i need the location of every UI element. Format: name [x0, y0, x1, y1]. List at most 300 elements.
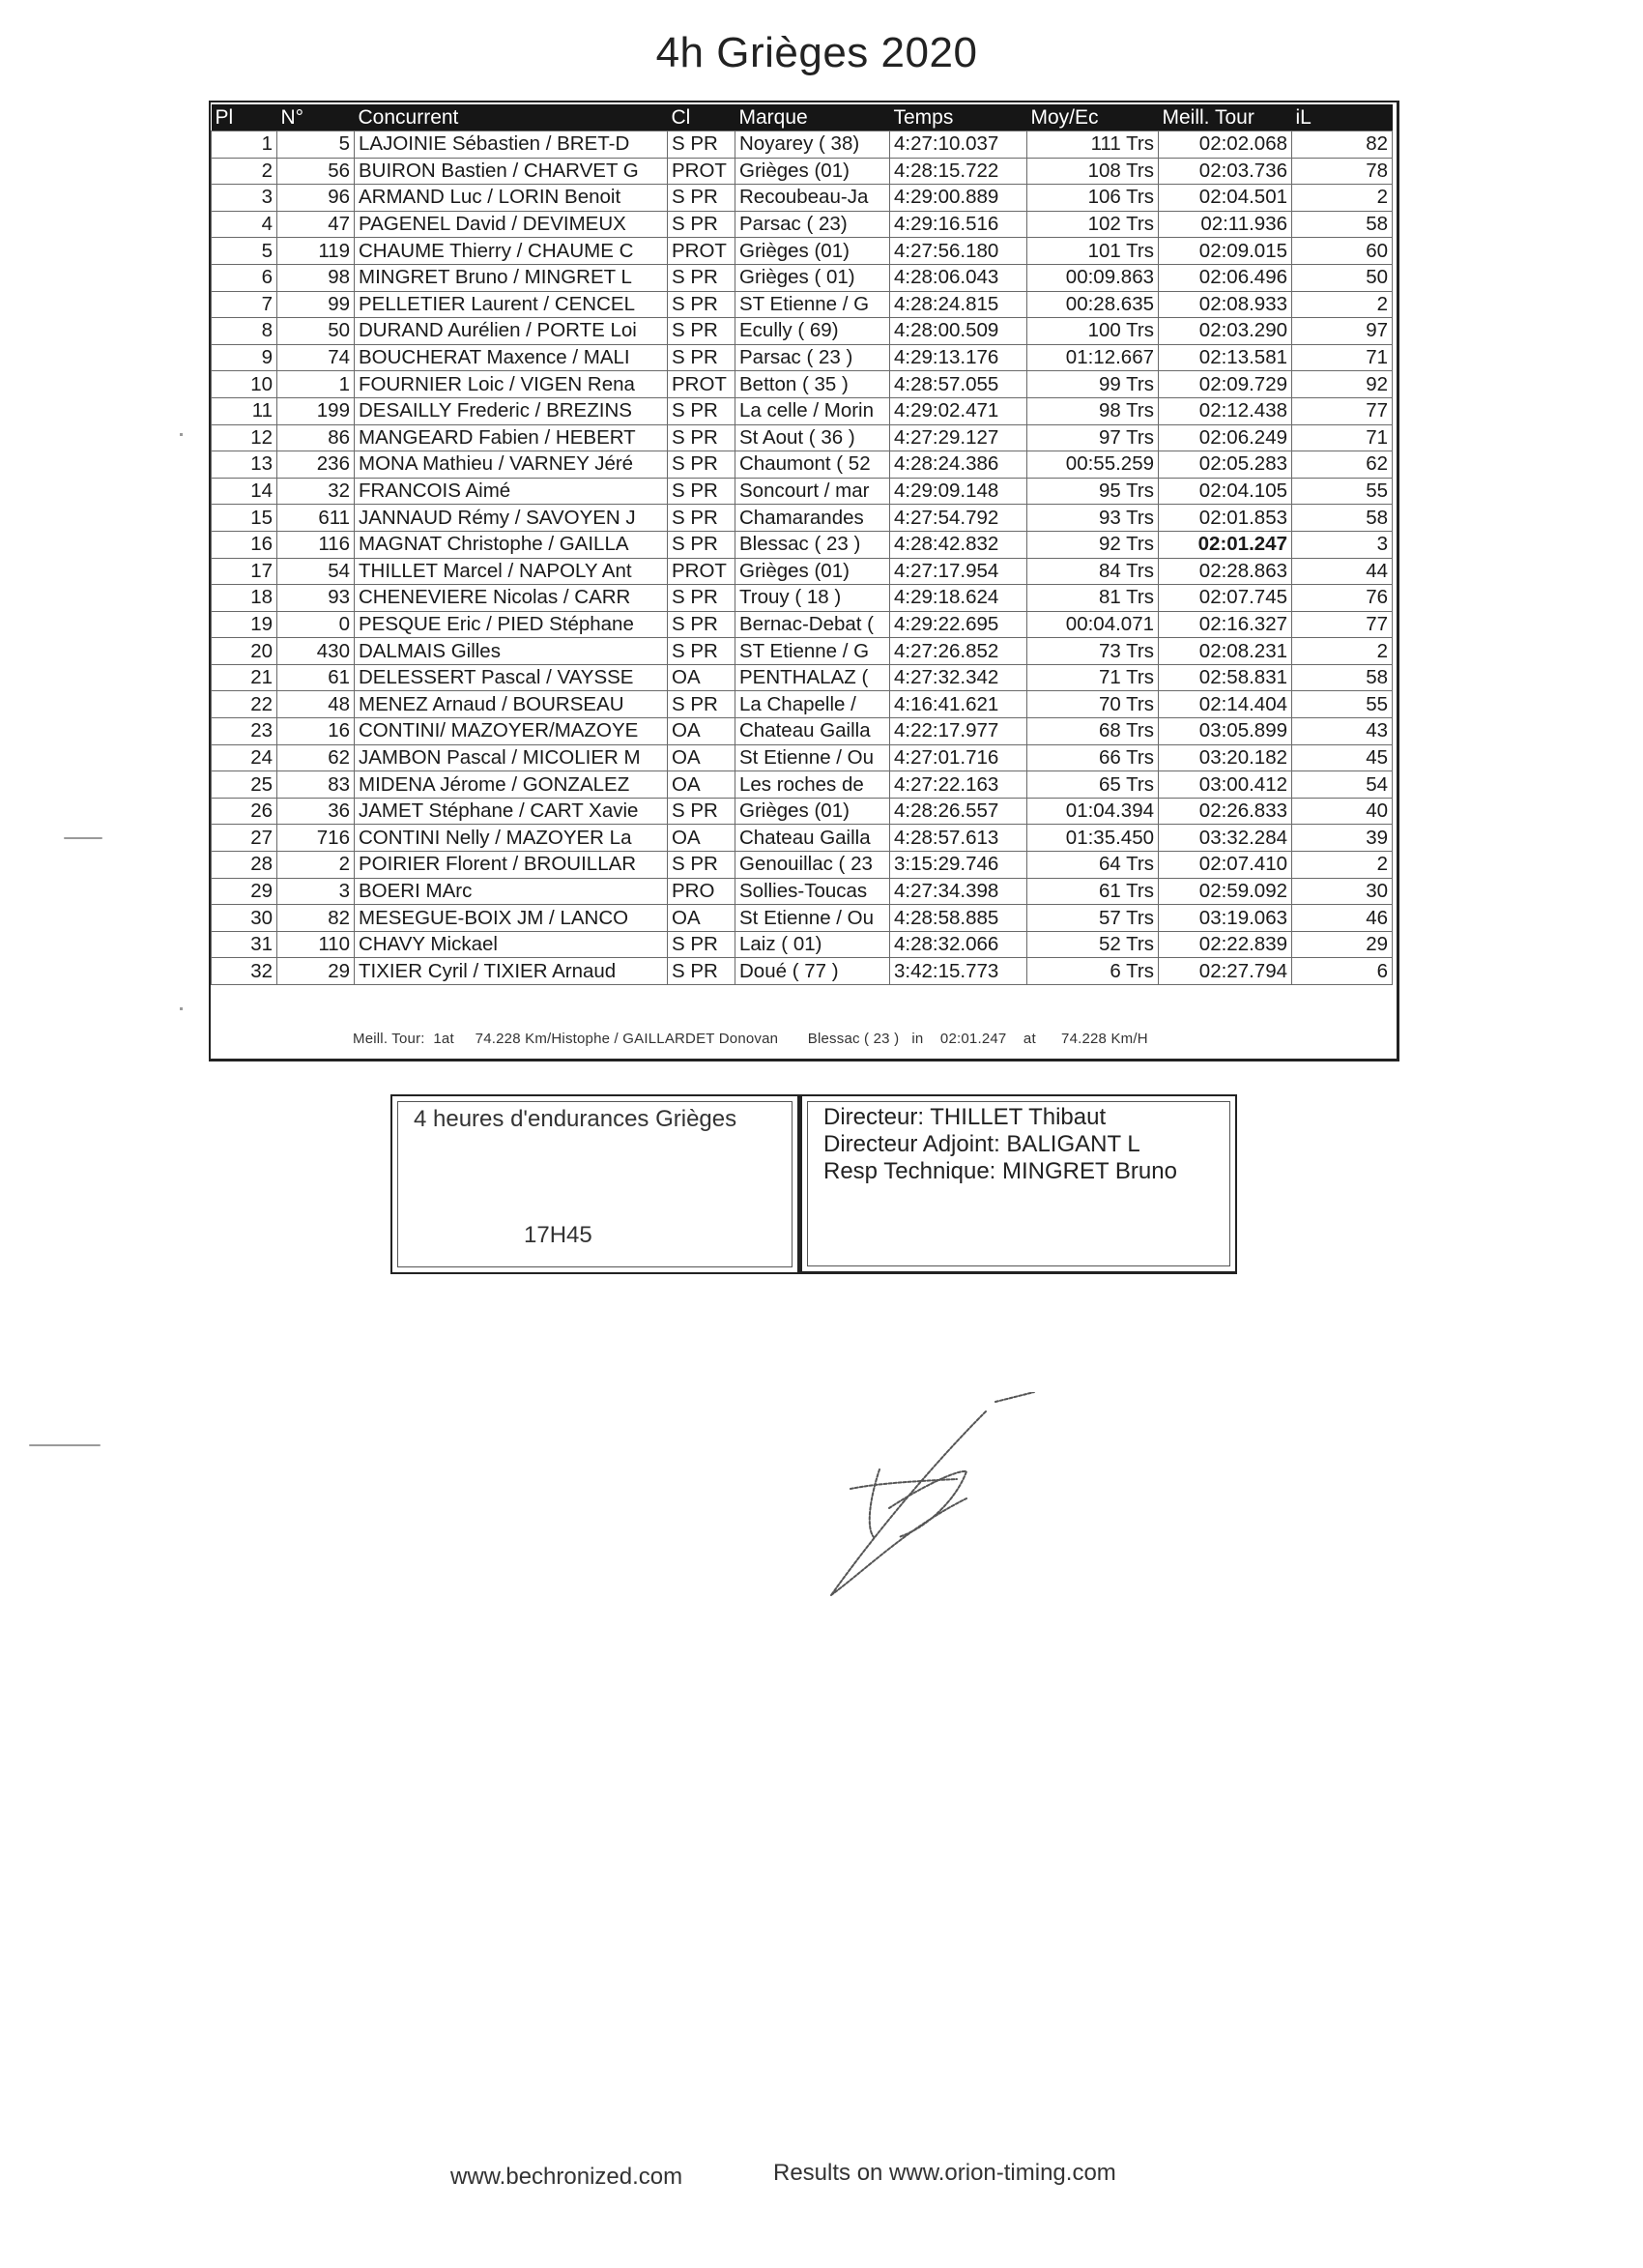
col-pl-cell: 5 — [212, 238, 277, 265]
table-row — [212, 211, 1393, 238]
table-row — [212, 505, 1393, 532]
event-time: 17H45 — [524, 1222, 592, 1248]
header-col-best-lap: Meill. Tour — [1159, 104, 1292, 131]
col-marque-cell: St Etienne / Ou — [735, 744, 890, 771]
table-row — [212, 318, 1393, 345]
col-class-cell: S PR — [668, 451, 735, 479]
col-best-lap-cell: 02:11.936 — [1159, 211, 1292, 238]
table-row — [212, 344, 1393, 371]
col-number-cell: 29 — [277, 958, 355, 985]
col-class-cell: PROT — [668, 371, 735, 398]
col-pl-cell: 26 — [212, 798, 277, 825]
col-average-cell: 64 Trs — [1027, 852, 1159, 879]
col-number-cell: 82 — [277, 905, 355, 932]
col-average-cell: 93 Trs — [1027, 505, 1159, 532]
col-pl-cell: 13 — [212, 451, 277, 479]
col-average-cell: 52 Trs — [1027, 931, 1159, 958]
col-time-cell: 4:28:24.386 — [890, 451, 1027, 479]
col-best-lap-cell: 02:05.283 — [1159, 451, 1292, 479]
orion-timing-link[interactable]: Results on www.orion-timing.com — [773, 2160, 1116, 2186]
col-average-cell: 00:28.635 — [1027, 291, 1159, 318]
col-competitor-cell: MENEZ Arnaud / BOURSEAU — [355, 691, 668, 718]
col-best-lap-cell: 02:22.839 — [1159, 931, 1292, 958]
col-class-cell: S PR — [668, 958, 735, 985]
col-number-cell: 36 — [277, 798, 355, 825]
col-laps-cell: 45 — [1292, 744, 1393, 771]
col-time-cell: 4:29:18.624 — [890, 585, 1027, 612]
table-row — [212, 931, 1393, 958]
col-marque-cell: Grièges (01) — [735, 158, 890, 185]
col-time-cell: 4:28:24.815 — [890, 291, 1027, 318]
col-average-cell: 101 Trs — [1027, 238, 1159, 265]
col-time-cell: 4:22:17.977 — [890, 718, 1027, 745]
col-number-cell: 236 — [277, 451, 355, 479]
col-best-lap-cell: 02:07.745 — [1159, 585, 1292, 612]
col-pl-cell: 32 — [212, 958, 277, 985]
col-number-cell: 2 — [277, 852, 355, 879]
table-row — [212, 611, 1393, 638]
col-pl-cell: 20 — [212, 638, 277, 665]
table-header-row — [212, 104, 1393, 131]
col-number-cell: 3 — [277, 878, 355, 905]
col-marque-cell: Chaumont ( 52 — [735, 451, 890, 479]
header-col-competitor: Concurrent — [355, 104, 668, 131]
col-laps-cell: 44 — [1292, 558, 1393, 585]
col-class-cell: S PR — [668, 131, 735, 159]
col-best-lap-cell: 02:16.327 — [1159, 611, 1292, 638]
col-number-cell: 50 — [277, 318, 355, 345]
col-laps-cell: 77 — [1292, 611, 1393, 638]
col-competitor-cell: CHAUME Thierry / CHAUME C — [355, 238, 668, 265]
col-average-cell: 100 Trs — [1027, 318, 1159, 345]
table-row — [212, 371, 1393, 398]
col-class-cell: OA — [668, 771, 735, 799]
col-laps-cell: 58 — [1292, 211, 1393, 238]
col-competitor-cell: DALMAIS Gilles — [355, 638, 668, 665]
col-marque-cell: St Aout ( 36 ) — [735, 424, 890, 451]
col-average-cell: 6 Trs — [1027, 958, 1159, 985]
col-marque-cell: Chateau Gailla — [735, 718, 890, 745]
col-laps-cell: 71 — [1292, 344, 1393, 371]
col-laps-cell: 76 — [1292, 585, 1393, 612]
scan-mark — [64, 837, 102, 839]
table-row — [212, 238, 1393, 265]
col-marque-cell: Grièges ( 01) — [735, 264, 890, 291]
bechronized-link[interactable]: www.bechronized.com — [450, 2164, 683, 2190]
col-best-lap-cell: 03:19.063 — [1159, 905, 1292, 932]
col-best-lap-cell: 03:20.182 — [1159, 744, 1292, 771]
table-row — [212, 291, 1393, 318]
col-competitor-cell: DESAILLY Frederic / BREZINS — [355, 397, 668, 424]
col-best-lap-cell: 02:12.438 — [1159, 397, 1292, 424]
col-time-cell: 4:29:22.695 — [890, 611, 1027, 638]
table-row — [212, 744, 1393, 771]
col-average-cell: 00:09.863 — [1027, 264, 1159, 291]
col-laps-cell: 2 — [1292, 291, 1393, 318]
col-class-cell: S PR — [668, 505, 735, 532]
table-row — [212, 397, 1393, 424]
col-class-cell: S PR — [668, 291, 735, 318]
col-competitor-cell: BUIRON Bastien / CHARVET G — [355, 158, 668, 185]
col-average-cell: 66 Trs — [1027, 744, 1159, 771]
col-marque-cell: Sollies-Toucas — [735, 878, 890, 905]
col-best-lap-cell: 02:59.092 — [1159, 878, 1292, 905]
col-marque-cell: ST Etienne / G — [735, 291, 890, 318]
race-director: Directeur: THILLET Thibaut — [823, 1104, 1107, 1130]
header-col-laps: iL — [1292, 104, 1393, 131]
table-row — [212, 585, 1393, 612]
col-number-cell: 716 — [277, 825, 355, 852]
col-average-cell: 111 Trs — [1027, 131, 1159, 159]
col-pl-cell: 22 — [212, 691, 277, 718]
header-col-number: N° — [277, 104, 355, 131]
col-pl-cell: 24 — [212, 744, 277, 771]
col-pl-cell: 16 — [212, 531, 277, 558]
col-pl-cell: 8 — [212, 318, 277, 345]
header-col-class: Cl — [668, 104, 735, 131]
col-time-cell: 4:28:57.613 — [890, 825, 1027, 852]
col-average-cell: 95 Trs — [1027, 478, 1159, 505]
header-col-marque: Marque — [735, 104, 890, 131]
col-number-cell: 0 — [277, 611, 355, 638]
col-laps-cell: 58 — [1292, 505, 1393, 532]
col-marque-cell: Les roches de — [735, 771, 890, 799]
col-time-cell: 4:27:56.180 — [890, 238, 1027, 265]
col-best-lap-cell: 02:02.068 — [1159, 131, 1292, 159]
col-time-cell: 3:42:15.773 — [890, 958, 1027, 985]
col-number-cell: 47 — [277, 211, 355, 238]
col-class-cell: OA — [668, 825, 735, 852]
col-pl-cell: 28 — [212, 852, 277, 879]
col-pl-cell: 4 — [212, 211, 277, 238]
col-class-cell: S PR — [668, 798, 735, 825]
col-marque-cell: Betton ( 35 ) — [735, 371, 890, 398]
col-best-lap-cell: 02:03.736 — [1159, 158, 1292, 185]
col-number-cell: 116 — [277, 531, 355, 558]
col-time-cell: 4:29:16.516 — [890, 211, 1027, 238]
col-marque-cell: La Chapelle / — [735, 691, 890, 718]
col-time-cell: 4:28:32.066 — [890, 931, 1027, 958]
col-marque-cell: Genouillac ( 23 — [735, 852, 890, 879]
col-marque-cell: Recoubeau-Ja — [735, 185, 890, 212]
col-number-cell: 56 — [277, 158, 355, 185]
col-competitor-cell: MESEGUE-BOIX JM / LANCO — [355, 905, 668, 932]
col-competitor-cell: PESQUE Eric / PIED Stéphane — [355, 611, 668, 638]
col-competitor-cell: CONTINI/ MAZOYER/MAZOYE — [355, 718, 668, 745]
col-competitor-cell: BOUCHERAT Maxence / MALI — [355, 344, 668, 371]
col-number-cell: 86 — [277, 424, 355, 451]
best-lap-summary: Meill. Tour: 1at 74.228 Km/Histophe / GAILLARDET Donovan Blessac ( 23 ) in 02:01.247 at 74.228 Km/H — [353, 1031, 1148, 1047]
col-competitor-cell: CONTINI Nelly / MAZOYER La — [355, 825, 668, 852]
col-laps-cell: 55 — [1292, 691, 1393, 718]
col-best-lap-cell: 02:03.290 — [1159, 318, 1292, 345]
table-row — [212, 131, 1393, 159]
col-average-cell: 01:12.667 — [1027, 344, 1159, 371]
table-row — [212, 478, 1393, 505]
col-time-cell: 4:27:54.792 — [890, 505, 1027, 532]
col-class-cell: S PR — [668, 318, 735, 345]
col-laps-cell: 60 — [1292, 238, 1393, 265]
col-class-cell: S PR — [668, 691, 735, 718]
results-table — [211, 104, 1393, 985]
col-class-cell: S PR — [668, 931, 735, 958]
col-marque-cell: Bernac-Debat ( — [735, 611, 890, 638]
col-number-cell: 61 — [277, 664, 355, 691]
col-pl-cell: 18 — [212, 585, 277, 612]
col-time-cell: 4:27:34.398 — [890, 878, 1027, 905]
col-class-cell: OA — [668, 744, 735, 771]
table-row — [212, 185, 1393, 212]
col-number-cell: 32 — [277, 478, 355, 505]
col-class-cell: PROT — [668, 558, 735, 585]
col-class-cell: OA — [668, 664, 735, 691]
col-time-cell: 4:28:00.509 — [890, 318, 1027, 345]
col-time-cell: 4:28:26.557 — [890, 798, 1027, 825]
col-marque-cell: St Etienne / Ou — [735, 905, 890, 932]
page-title: 4h Grièges 2020 — [655, 29, 978, 76]
col-class-cell: S PR — [668, 211, 735, 238]
col-pl-cell: 7 — [212, 291, 277, 318]
col-laps-cell: 2 — [1292, 185, 1393, 212]
col-marque-cell: Noyarey ( 38) — [735, 131, 890, 159]
col-average-cell: 81 Trs — [1027, 585, 1159, 612]
col-average-cell: 73 Trs — [1027, 638, 1159, 665]
col-average-cell: 71 Trs — [1027, 664, 1159, 691]
col-marque-cell: PENTHALAZ ( — [735, 664, 890, 691]
col-average-cell: 102 Trs — [1027, 211, 1159, 238]
col-best-lap-cell: 02:28.863 — [1159, 558, 1292, 585]
col-best-lap-cell: 02:08.933 — [1159, 291, 1292, 318]
col-best-lap-cell: 02:07.410 — [1159, 852, 1292, 879]
col-best-lap-cell: 02:08.231 — [1159, 638, 1292, 665]
col-best-lap-cell: 03:05.899 — [1159, 718, 1292, 745]
col-class-cell: OA — [668, 905, 735, 932]
col-best-lap-cell: 02:04.501 — [1159, 185, 1292, 212]
col-best-lap-cell: 02:58.831 — [1159, 664, 1292, 691]
col-best-lap-cell: 02:01.853 — [1159, 505, 1292, 532]
col-time-cell: 4:27:26.852 — [890, 638, 1027, 665]
col-best-lap-cell: 03:00.412 — [1159, 771, 1292, 799]
col-average-cell: 92 Trs — [1027, 531, 1159, 558]
col-competitor-cell: THILLET Marcel / NAPOLY Ant — [355, 558, 668, 585]
col-class-cell: OA — [668, 718, 735, 745]
col-competitor-cell: CHAVY Mickael — [355, 931, 668, 958]
col-time-cell: 4:27:17.954 — [890, 558, 1027, 585]
col-competitor-cell: MONA Mathieu / VARNEY Jéré — [355, 451, 668, 479]
col-class-cell: S PR — [668, 185, 735, 212]
table-row — [212, 878, 1393, 905]
col-best-lap-cell: 02:09.015 — [1159, 238, 1292, 265]
col-average-cell: 98 Trs — [1027, 397, 1159, 424]
col-time-cell: 4:28:57.055 — [890, 371, 1027, 398]
col-average-cell: 65 Trs — [1027, 771, 1159, 799]
col-marque-cell: Trouy ( 18 ) — [735, 585, 890, 612]
col-marque-cell: Chateau Gailla — [735, 825, 890, 852]
col-competitor-cell: JAMBON Pascal / MICOLIER M — [355, 744, 668, 771]
col-pl-cell: 10 — [212, 371, 277, 398]
col-laps-cell: 6 — [1292, 958, 1393, 985]
col-time-cell: 4:16:41.621 — [890, 691, 1027, 718]
col-laps-cell: 46 — [1292, 905, 1393, 932]
col-number-cell: 110 — [277, 931, 355, 958]
col-time-cell: 4:27:22.163 — [890, 771, 1027, 799]
col-number-cell: 98 — [277, 264, 355, 291]
table-row — [212, 905, 1393, 932]
col-marque-cell: Grièges (01) — [735, 238, 890, 265]
col-marque-cell: Parsac ( 23) — [735, 211, 890, 238]
col-class-cell: S PR — [668, 478, 735, 505]
header-col-average: Moy/Ec — [1027, 104, 1159, 131]
scan-speck — [180, 433, 183, 436]
col-best-lap-cell: 02:09.729 — [1159, 371, 1292, 398]
table-row — [212, 264, 1393, 291]
col-pl-cell: 11 — [212, 397, 277, 424]
scan-speck — [180, 1007, 183, 1010]
col-laps-cell: 82 — [1292, 131, 1393, 159]
results-body — [212, 131, 1393, 985]
col-pl-cell: 29 — [212, 878, 277, 905]
col-competitor-cell: DELESSERT Pascal / VAYSSE — [355, 664, 668, 691]
col-competitor-cell: MANGEARD Fabien / HEBERT — [355, 424, 668, 451]
col-class-cell: S PR — [668, 852, 735, 879]
col-number-cell: 93 — [277, 585, 355, 612]
col-competitor-cell: MIDENA Jérome / GONZALEZ — [355, 771, 668, 799]
col-number-cell: 1 — [277, 371, 355, 398]
col-number-cell: 199 — [277, 397, 355, 424]
col-class-cell: PROT — [668, 158, 735, 185]
col-laps-cell: 55 — [1292, 478, 1393, 505]
col-best-lap-cell: 02:01.247 — [1159, 531, 1292, 558]
col-time-cell: 4:28:58.885 — [890, 905, 1027, 932]
col-class-cell: S PR — [668, 585, 735, 612]
col-competitor-cell: TIXIER Cyril / TIXIER Arnaud — [355, 958, 668, 985]
col-best-lap-cell: 02:13.581 — [1159, 344, 1292, 371]
col-marque-cell: Grièges (01) — [735, 798, 890, 825]
col-competitor-cell: POIRIER Florent / BROUILLAR — [355, 852, 668, 879]
technical-manager: Resp Technique: MINGRET Bruno — [823, 1158, 1177, 1184]
col-marque-cell: Laiz ( 01) — [735, 931, 890, 958]
col-number-cell: 430 — [277, 638, 355, 665]
event-info-inner — [397, 1101, 793, 1267]
col-pl-cell: 19 — [212, 611, 277, 638]
col-pl-cell: 14 — [212, 478, 277, 505]
table-row — [212, 664, 1393, 691]
col-average-cell: 01:04.394 — [1027, 798, 1159, 825]
col-laps-cell: 3 — [1292, 531, 1393, 558]
col-laps-cell: 50 — [1292, 264, 1393, 291]
col-class-cell: PROT — [668, 238, 735, 265]
col-number-cell: 54 — [277, 558, 355, 585]
col-number-cell: 74 — [277, 344, 355, 371]
col-average-cell: 01:35.450 — [1027, 825, 1159, 852]
col-marque-cell: Chamarandes — [735, 505, 890, 532]
table-row — [212, 691, 1393, 718]
col-average-cell: 68 Trs — [1027, 718, 1159, 745]
col-pl-cell: 9 — [212, 344, 277, 371]
col-class-cell: S PR — [668, 397, 735, 424]
col-competitor-cell: CHENEVIERE Nicolas / CARR — [355, 585, 668, 612]
table-row — [212, 558, 1393, 585]
col-laps-cell: 92 — [1292, 371, 1393, 398]
col-pl-cell: 21 — [212, 664, 277, 691]
event-info-box — [390, 1094, 800, 1274]
col-number-cell: 62 — [277, 744, 355, 771]
col-laps-cell: 39 — [1292, 825, 1393, 852]
col-pl-cell: 27 — [212, 825, 277, 852]
col-pl-cell: 3 — [212, 185, 277, 212]
col-marque-cell: Soncourt / mar — [735, 478, 890, 505]
col-time-cell: 4:29:09.148 — [890, 478, 1027, 505]
col-time-cell: 4:28:42.832 — [890, 531, 1027, 558]
col-marque-cell: ST Etienne / G — [735, 638, 890, 665]
col-competitor-cell: LAJOINIE Sébastien / BRET-D — [355, 131, 668, 159]
col-pl-cell: 12 — [212, 424, 277, 451]
col-marque-cell: Ecully ( 69) — [735, 318, 890, 345]
col-number-cell: 16 — [277, 718, 355, 745]
col-pl-cell: 1 — [212, 131, 277, 159]
table-row — [212, 424, 1393, 451]
header-col-pl: Pl — [212, 104, 277, 131]
col-class-cell: S PR — [668, 611, 735, 638]
col-competitor-cell: PAGENEL David / DEVIMEUX — [355, 211, 668, 238]
col-average-cell: 70 Trs — [1027, 691, 1159, 718]
col-class-cell: S PR — [668, 264, 735, 291]
col-laps-cell: 77 — [1292, 397, 1393, 424]
col-best-lap-cell: 02:26.833 — [1159, 798, 1292, 825]
deputy-director: Directeur Adjoint: BALIGANT L — [823, 1131, 1140, 1157]
table-row — [212, 958, 1393, 985]
header-col-time: Temps — [890, 104, 1027, 131]
col-competitor-cell: JAMET Stéphane / CART Xavie — [355, 798, 668, 825]
col-pl-cell: 6 — [212, 264, 277, 291]
col-average-cell: 00:04.071 — [1027, 611, 1159, 638]
col-pl-cell: 17 — [212, 558, 277, 585]
col-laps-cell: 62 — [1292, 451, 1393, 479]
col-average-cell: 106 Trs — [1027, 185, 1159, 212]
col-marque-cell: Grièges (01) — [735, 558, 890, 585]
col-time-cell: 4:29:02.471 — [890, 397, 1027, 424]
col-average-cell: 99 Trs — [1027, 371, 1159, 398]
col-laps-cell: 43 — [1292, 718, 1393, 745]
col-class-cell: S PR — [668, 531, 735, 558]
col-competitor-cell: PELLETIER Laurent / CENCEL — [355, 291, 668, 318]
signature — [773, 1392, 1063, 1634]
col-pl-cell: 23 — [212, 718, 277, 745]
col-class-cell: S PR — [668, 344, 735, 371]
col-number-cell: 119 — [277, 238, 355, 265]
col-laps-cell: 29 — [1292, 931, 1393, 958]
col-pl-cell: 30 — [212, 905, 277, 932]
col-time-cell: 3:15:29.746 — [890, 852, 1027, 879]
col-competitor-cell: BOERI MArc — [355, 878, 668, 905]
col-class-cell: S PR — [668, 424, 735, 451]
col-pl-cell: 25 — [212, 771, 277, 799]
col-competitor-cell: FOURNIER Loic / VIGEN Rena — [355, 371, 668, 398]
col-marque-cell: La celle / Morin — [735, 397, 890, 424]
col-average-cell: 108 Trs — [1027, 158, 1159, 185]
col-time-cell: 4:27:32.342 — [890, 664, 1027, 691]
col-marque-cell: Blessac ( 23 ) — [735, 531, 890, 558]
col-pl-cell: 2 — [212, 158, 277, 185]
col-best-lap-cell: 02:04.105 — [1159, 478, 1292, 505]
col-average-cell: 57 Trs — [1027, 905, 1159, 932]
col-laps-cell: 30 — [1292, 878, 1393, 905]
event-name: 4 heures d'endurances Grièges — [414, 1106, 737, 1132]
col-pl-cell: 15 — [212, 505, 277, 532]
table-row — [212, 158, 1393, 185]
col-number-cell: 83 — [277, 771, 355, 799]
table-row — [212, 451, 1393, 479]
